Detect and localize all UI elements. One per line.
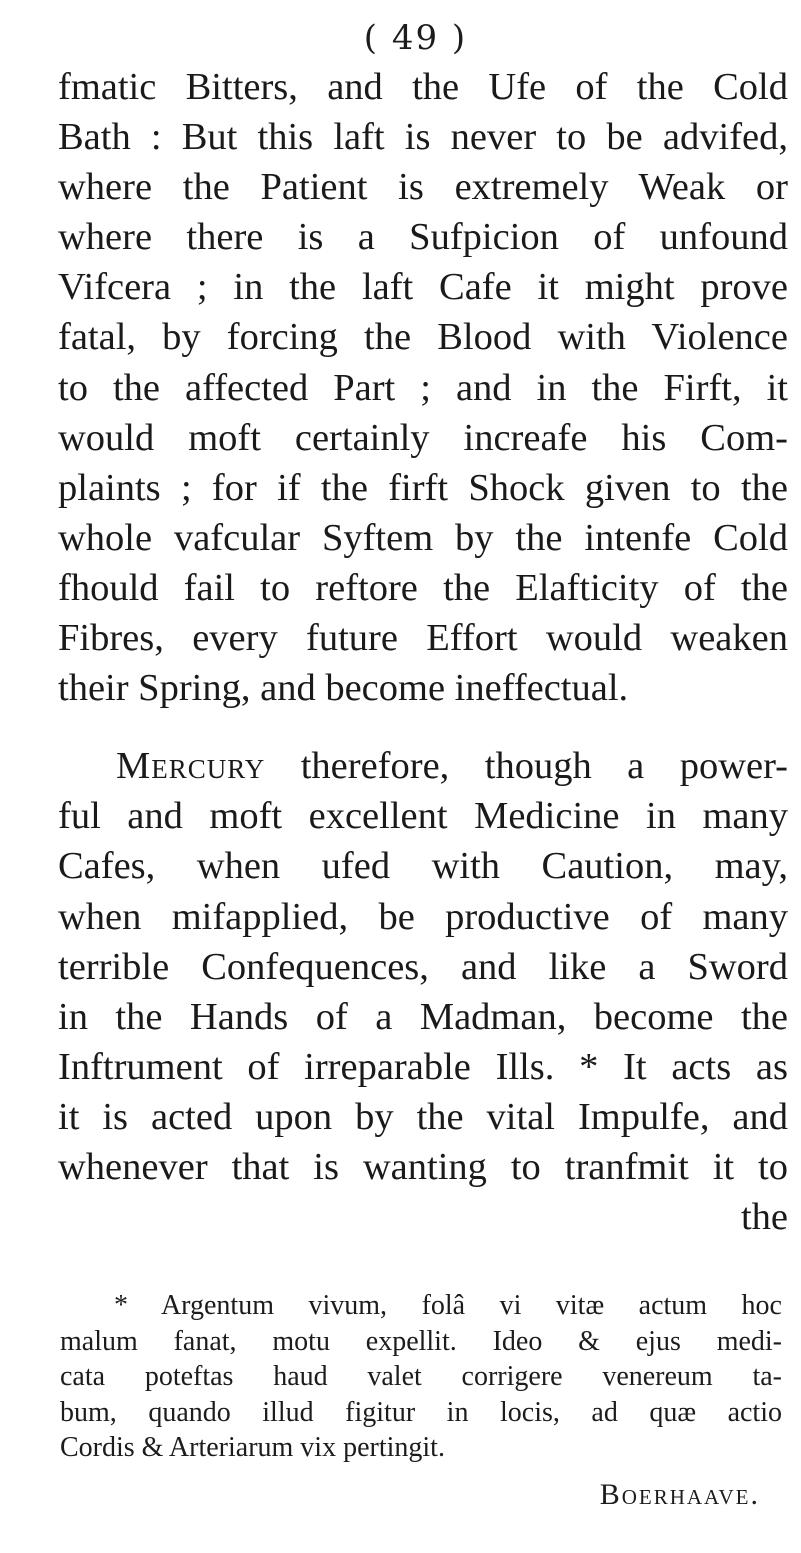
text-line: where there is a Sufpicion of unfound xyxy=(58,216,788,259)
paragraph-opening-line xyxy=(58,741,788,791)
text-line: whole vafcular Syftem by the intenfe Cold xyxy=(58,516,788,559)
catchword: the xyxy=(740,1196,788,1239)
text-line: when mifapplied, be productive of many xyxy=(58,895,788,938)
footnote-line: Cordis & Arteriarum vix pertingit. xyxy=(60,1432,445,1463)
text-line: to the affected Part ; and in the Firft, it xyxy=(58,366,788,409)
opening-line-rest: therefore, though a power- xyxy=(265,745,788,788)
text-line: where the Patient is extremely Weak or xyxy=(58,166,788,209)
text-line: ful and moft excellent Medicine in many xyxy=(58,795,788,838)
page-number: ( 49 ) xyxy=(363,18,468,58)
text-line: fhould fail to reftore the Elafticity of the xyxy=(58,566,788,609)
text-line: terrible Confequences, and like a Sword xyxy=(58,945,788,988)
footnote-line: malum fanat, motu expellit. Ideo & ejus medi- xyxy=(60,1325,782,1357)
main-text xyxy=(58,62,788,1242)
text-line: Vifcera ; in the laft Cafe it might prove xyxy=(58,266,788,309)
footnote xyxy=(60,1288,782,1466)
footnote-line: cata poteftas haud valet corrigere venereum ta- xyxy=(60,1361,782,1392)
paragraph-gap xyxy=(58,713,788,741)
text-line: Inftrument of irreparable Ills. * It acts as xyxy=(58,1045,788,1088)
small-caps-word: Mercury xyxy=(116,745,266,788)
text-line: fatal, by forcing the Blood with Violence xyxy=(58,316,788,359)
footnote-line: bum, quando illud figitur in locis, ad quæ actio xyxy=(60,1396,782,1428)
footnote-line: * Argentum vivum, folâ vi vitæ actum hoc xyxy=(114,1290,782,1321)
text-line: in the Hands of a Madman, become the xyxy=(58,995,788,1038)
footnote-attribution: Boerhaave. xyxy=(599,1478,760,1511)
text-line: Fibres, every future Effort would weaken xyxy=(58,617,788,660)
text-line: their Spring, and become ineffectual. xyxy=(58,667,629,710)
text-line: Bath : But this laft is never to be advifed, xyxy=(58,116,788,159)
text-line: Cafes, when ufed with Caution, may, xyxy=(58,845,788,888)
text-line: it is acted upon by the vital Impulfe, and xyxy=(58,1095,788,1138)
text-line: whenever that is wanting to tranfmit it to xyxy=(58,1145,788,1188)
text-line: would moft certainly increafe his Com- xyxy=(58,416,788,459)
text-line: plaints ; for if the firft Shock given to the xyxy=(58,466,788,509)
text-line: fmatic Bitters, and the Ufe of the Cold xyxy=(58,66,788,108)
